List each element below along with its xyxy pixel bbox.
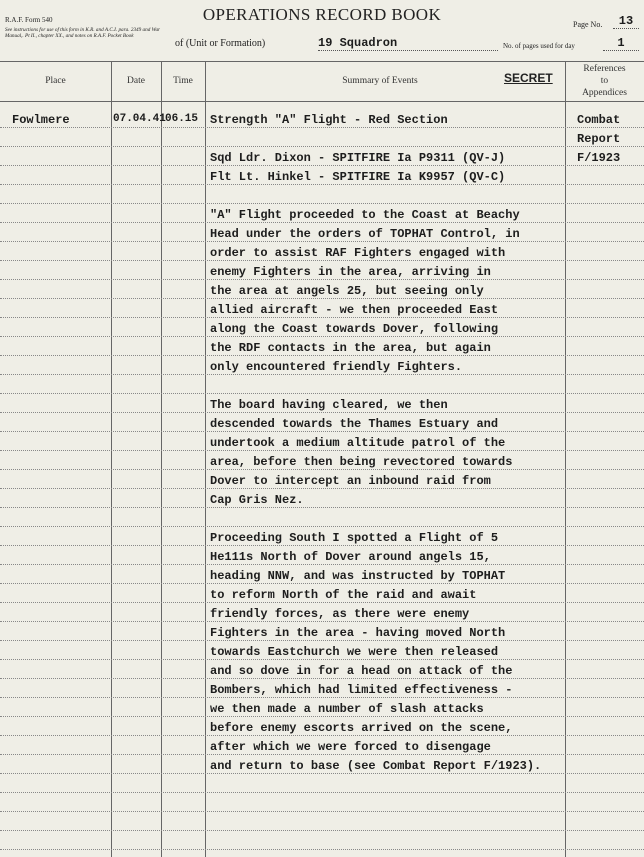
ruled-line [0, 697, 644, 698]
summary-line: and so dove in for a head on attack of the [210, 664, 513, 678]
header-references [565, 63, 644, 99]
summary-line: we then made a number of slash attacks [210, 702, 484, 716]
ruled-line [0, 222, 644, 223]
summary-line: after which we were forced to disengage [210, 740, 491, 754]
header-summary: Summary of Events [342, 76, 418, 86]
table-header-rule [0, 101, 644, 102]
ruled-line [0, 716, 644, 717]
summary-line: Sqd Ldr. Dixon - SPITFIRE Ia P9311 (QV-J) [210, 151, 506, 165]
ruled-line [0, 659, 644, 660]
header-references-line: Appendices [582, 88, 627, 98]
pages-used-label: No. of pages used for day [503, 42, 575, 50]
summary-line: Bombers, which had limited effectiveness - [210, 683, 513, 697]
summary-line: The board having cleared, we then [210, 398, 448, 412]
ruled-line [0, 526, 644, 527]
entry-date: 07.04.41 [113, 113, 166, 125]
summary-line: Flt Lt. Hinkel - SPITFIRE Ia K9957 (QV-C) [210, 170, 506, 184]
page-title: OPERATIONS RECORD BOOK [202, 5, 442, 24]
ruled-line [0, 602, 644, 603]
summary-line: and return to base (see Combat Report F/1923). [210, 759, 542, 773]
summary-line: Head under the orders of TOPHAT Control, in [210, 227, 520, 241]
ruled-line [0, 260, 644, 261]
ruled-line [0, 735, 644, 736]
ruled-line [0, 545, 644, 546]
summary-line: Fighters in the area - having moved North [210, 626, 506, 640]
ruled-line [0, 317, 644, 318]
summary-line: Proceeding South I spotted a Flight of 5 [210, 531, 499, 545]
secret-stamp: SECRET [504, 71, 553, 85]
column-divider-date [161, 61, 162, 857]
form-id: R.A.F. Form 540 [5, 16, 53, 24]
summary-line: Dover to intercept an inbound raid from [210, 474, 491, 488]
entry-place: Fowlmere [12, 113, 70, 127]
ruled-line [0, 165, 644, 166]
summary-line: only encountered friendly Fighters. [210, 360, 463, 374]
ruled-line [0, 203, 644, 204]
ruled-line [0, 450, 644, 451]
summary-line: along the Coast towards Dover, following [210, 322, 499, 336]
summary-line: area, before then being revectored towards [210, 455, 513, 469]
header-references-line: References [583, 64, 626, 74]
reference-line: F/1923 [577, 151, 621, 165]
header-references-line: to [600, 76, 609, 86]
reference-line: Combat [577, 113, 621, 127]
summary-line: allied aircraft - we then proceeded East [210, 303, 499, 317]
summary-line: before enemy escorts arrived on the scene, [210, 721, 513, 735]
ruled-line [0, 374, 644, 375]
ruled-line [0, 564, 644, 565]
ruled-line [0, 241, 644, 242]
ruled-line [0, 792, 644, 793]
summary-line: friendly forces, as there were enemy [210, 607, 470, 621]
table-top-rule [0, 61, 644, 62]
header-date: Date [127, 76, 145, 86]
summary-line: heading NNW, and was instructed by TOPHAT [210, 569, 506, 583]
unit-label: of (Unit or Formation) [175, 38, 266, 49]
ruled-line [0, 279, 644, 280]
summary-line: order to assist RAF Fighters engaged with [210, 246, 506, 260]
summary-line: enemy Fighters in the area, arriving in [210, 265, 491, 279]
summary-line: the RDF contacts in the area, but again [210, 341, 491, 355]
ruled-line [0, 678, 644, 679]
column-divider-time [205, 61, 206, 857]
ruled-line [0, 640, 644, 641]
ruled-line [0, 830, 644, 831]
column-divider-place [111, 61, 112, 857]
summary-line: the area at angels 25, but seeing only [210, 284, 484, 298]
reference-line: Report [577, 132, 621, 146]
form-instructions: See instructions for use of this form in K.R. and A.C.I. para. 2349 and War Manual,. Pt II., chapter XX., and notes on R.A.F. Pocket Book [5, 27, 161, 40]
ruled-line [0, 355, 644, 356]
pages-used-value: 1 [603, 36, 639, 51]
ruled-line [0, 773, 644, 774]
ruled-line [0, 469, 644, 470]
ruled-line [0, 298, 644, 299]
ruled-line [0, 336, 644, 337]
summary-line: He111s North of Dover around angels 15, [210, 550, 491, 564]
ruled-line [0, 754, 644, 755]
summary-line: towards Eastchurch we were then released [210, 645, 499, 659]
ruled-line [0, 507, 644, 508]
ruled-line [0, 127, 644, 128]
entry-time: 06.15 [165, 113, 199, 125]
ruled-line [0, 488, 644, 489]
summary-line: Strength "A" Flight - Red Section [210, 113, 448, 127]
ruled-line [0, 583, 644, 584]
ruled-line [0, 811, 644, 812]
ruled-line [0, 431, 644, 432]
ruled-line [0, 621, 644, 622]
page-number-value: 13 [613, 14, 639, 29]
page-number-label: Page No. [573, 20, 603, 29]
column-divider-summary [565, 61, 566, 857]
ruled-line [0, 184, 644, 185]
header-time: Time [173, 76, 193, 86]
summary-line: descended towards the Thames Estuary and [210, 417, 499, 431]
summary-line: "A" Flight proceeded to the Coast at Beachy [210, 208, 520, 222]
ruled-line [0, 849, 644, 850]
ruled-line [0, 393, 644, 394]
summary-line: Cap Gris Nez. [210, 493, 304, 507]
ruled-line [0, 146, 644, 147]
ruled-line [0, 412, 644, 413]
unit-value: 19 Squadron [318, 36, 498, 51]
header-place: Place [45, 76, 66, 86]
summary-line: undertook a medium altitude patrol of the [210, 436, 506, 450]
summary-line: to reform North of the raid and await [210, 588, 477, 602]
